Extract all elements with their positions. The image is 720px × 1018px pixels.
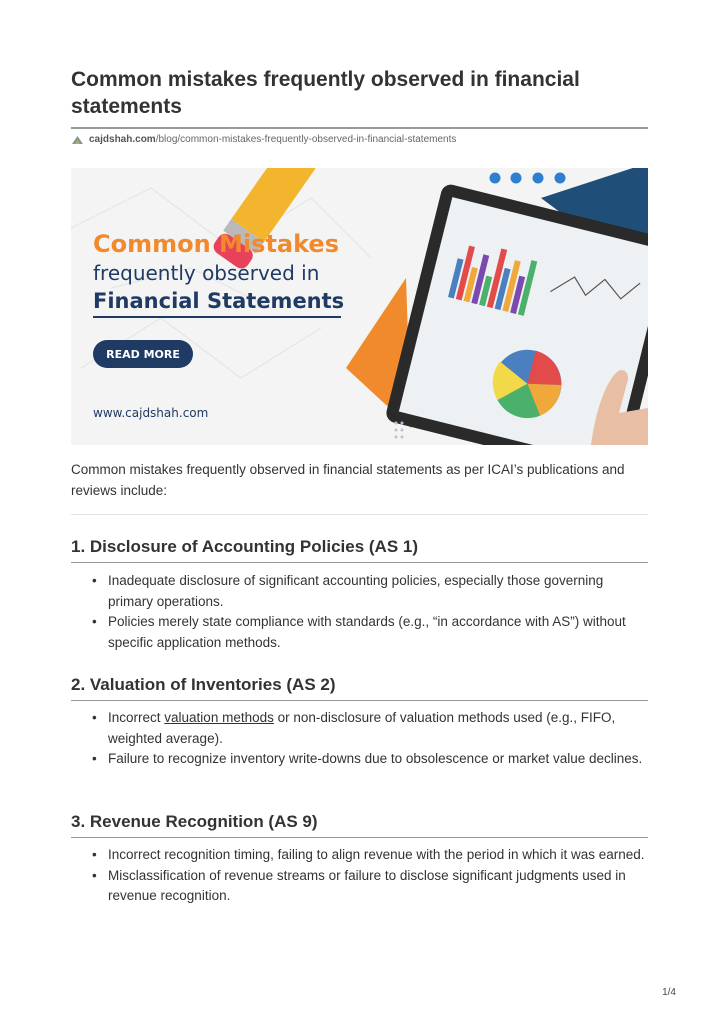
section-3-title: 3. Revenue Recognition (AS 9) bbox=[71, 812, 318, 831]
hero-line1: Common Mistakes bbox=[93, 230, 339, 258]
list-item: • Inadequate disclosure of significant accounting policies, especially those governing primary operations. bbox=[108, 571, 648, 612]
list-item-text-post: or non-disclosure of valuation methods used (e.g., FIFO, weighted average). bbox=[108, 710, 616, 746]
list-item: • Failure to recognize inventory write-downs due to obsolescence or market value declines. bbox=[108, 749, 648, 770]
section-2-divider bbox=[71, 700, 648, 701]
list-item-text-pre: Incorrect bbox=[108, 710, 165, 725]
section-1-divider bbox=[71, 562, 648, 563]
site-favicon-icon bbox=[71, 135, 84, 145]
section-1-list bbox=[71, 571, 648, 653]
hero-line3: Financial Statements bbox=[93, 289, 345, 313]
source-line bbox=[71, 134, 456, 145]
intro-divider bbox=[71, 514, 648, 515]
valuation-methods-link[interactable]: valuation methods bbox=[164, 710, 274, 725]
list-item: • Incorrect recognition timing, failing to align revenue with the period in which it was earned. bbox=[108, 845, 648, 866]
section-3-divider bbox=[71, 837, 648, 838]
title-divider bbox=[71, 127, 648, 129]
hero-url: www.cajdshah.com bbox=[93, 406, 209, 420]
hero-line2: frequently observed in bbox=[93, 261, 320, 285]
list-item: • Misclassification of revenue streams or failure to disclose significant judgments used in revenue recognition. bbox=[108, 866, 648, 907]
read-more-label: READ MORE bbox=[106, 348, 180, 361]
section-3-list bbox=[71, 845, 648, 907]
source-domain[interactable]: cajdshah.com bbox=[89, 134, 156, 145]
section-2-title: 2. Valuation of Inventories (AS 2) bbox=[71, 675, 336, 694]
list-item: • Policies merely state compliance with standards (e.g., “in accordance with AS”) without specific application methods. bbox=[108, 612, 648, 653]
page-title: Common mistakes frequently observed in financial statements bbox=[71, 68, 580, 118]
list-item bbox=[108, 708, 648, 749]
source-path[interactable]: /blog/common-mistakes-frequently-observed-in-financial-statements bbox=[155, 134, 457, 145]
page-number: 1/4 bbox=[662, 987, 676, 998]
hero-banner-image bbox=[71, 168, 648, 445]
intro-paragraph: Common mistakes frequently observed in financial statements as per ICAI’s publications and reviews include: bbox=[71, 462, 625, 498]
section-2-list bbox=[71, 708, 648, 770]
section-1-title: 1. Disclosure of Accounting Policies (AS 1) bbox=[71, 537, 418, 556]
